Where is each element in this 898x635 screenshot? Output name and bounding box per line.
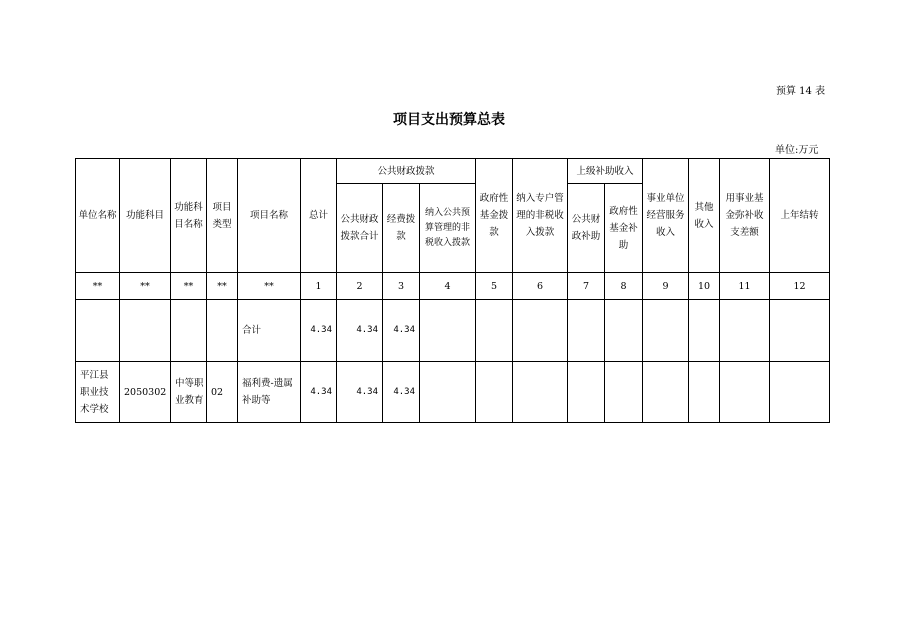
header-unit-name: 单位名称 [76, 159, 120, 273]
index-cell: 12 [770, 273, 830, 300]
header-upper-public: 公共财政补助 [568, 184, 605, 273]
index-cell: 4 [420, 273, 476, 300]
row-expense: 4.34 [383, 362, 420, 423]
header-other-income: 其他收入 [689, 159, 720, 273]
index-cell: 11 [720, 273, 770, 300]
index-cell: ** [76, 273, 120, 300]
index-row [76, 273, 830, 300]
header-project-name: 项目名称 [238, 159, 301, 273]
index-cell: 8 [605, 273, 643, 300]
total-public: 4.34 [337, 300, 383, 362]
header-public-total: 公共财政拨款合计 [337, 184, 383, 273]
budget-table [75, 158, 830, 423]
row-func-name: 中等职业教育 [171, 362, 207, 423]
index-cell: 5 [476, 273, 513, 300]
index-cell: 9 [643, 273, 689, 300]
total-expense: 4.34 [383, 300, 420, 362]
header-func-subject: 功能科目 [120, 159, 171, 273]
table-number: 预算 14 表 [776, 86, 826, 97]
row-project: 福利费-遗属补助等 [238, 362, 301, 423]
total-row [76, 300, 830, 362]
table-row [76, 362, 830, 423]
index-cell: ** [207, 273, 238, 300]
total-total: 4.34 [301, 300, 337, 362]
header-upper-subsidy: 上级补助收入 [568, 159, 643, 184]
index-cell: 7 [568, 273, 605, 300]
index-cell: 6 [513, 273, 568, 300]
header-carryover: 上年结转 [770, 159, 830, 273]
index-cell: 3 [383, 273, 420, 300]
header-gov-fund: 政府性基金拨款 [476, 159, 513, 273]
header-total: 总计 [301, 159, 337, 273]
total-label: 合计 [238, 300, 301, 362]
index-cell: 10 [689, 273, 720, 300]
row-type: 02 [207, 362, 238, 423]
header-expense-alloc: 经费拨款 [383, 184, 420, 273]
header-non-tax: 纳入公共预算管理的非税收入拨款 [420, 184, 476, 273]
index-cell: 1 [301, 273, 337, 300]
index-cell: 2 [337, 273, 383, 300]
page-title: 项目支出预算总表 [393, 112, 505, 128]
unit-label: 单位:万元 [775, 145, 819, 156]
header-business-income: 事业单位经营服务收入 [643, 159, 689, 273]
row-public: 4.34 [337, 362, 383, 423]
row-total: 4.34 [301, 362, 337, 423]
header-func-subject-name: 功能科目名称 [171, 159, 207, 273]
header-upper-gov-fund: 政府性基金补助 [605, 184, 643, 273]
header-project-type: 项目类型 [207, 159, 238, 273]
header-special-non-tax: 纳入专户管理的非税收入拨款 [513, 159, 568, 273]
row-func-code: 2050302 [120, 362, 171, 423]
header-public-finance: 公共财政拨款 [337, 159, 476, 184]
index-cell: ** [171, 273, 207, 300]
header-fund-deficit: 用事业基金弥补收支差额 [720, 159, 770, 273]
index-cell: ** [238, 273, 301, 300]
row-unit: 平江县职业技术学校 [76, 362, 120, 423]
index-cell: ** [120, 273, 171, 300]
